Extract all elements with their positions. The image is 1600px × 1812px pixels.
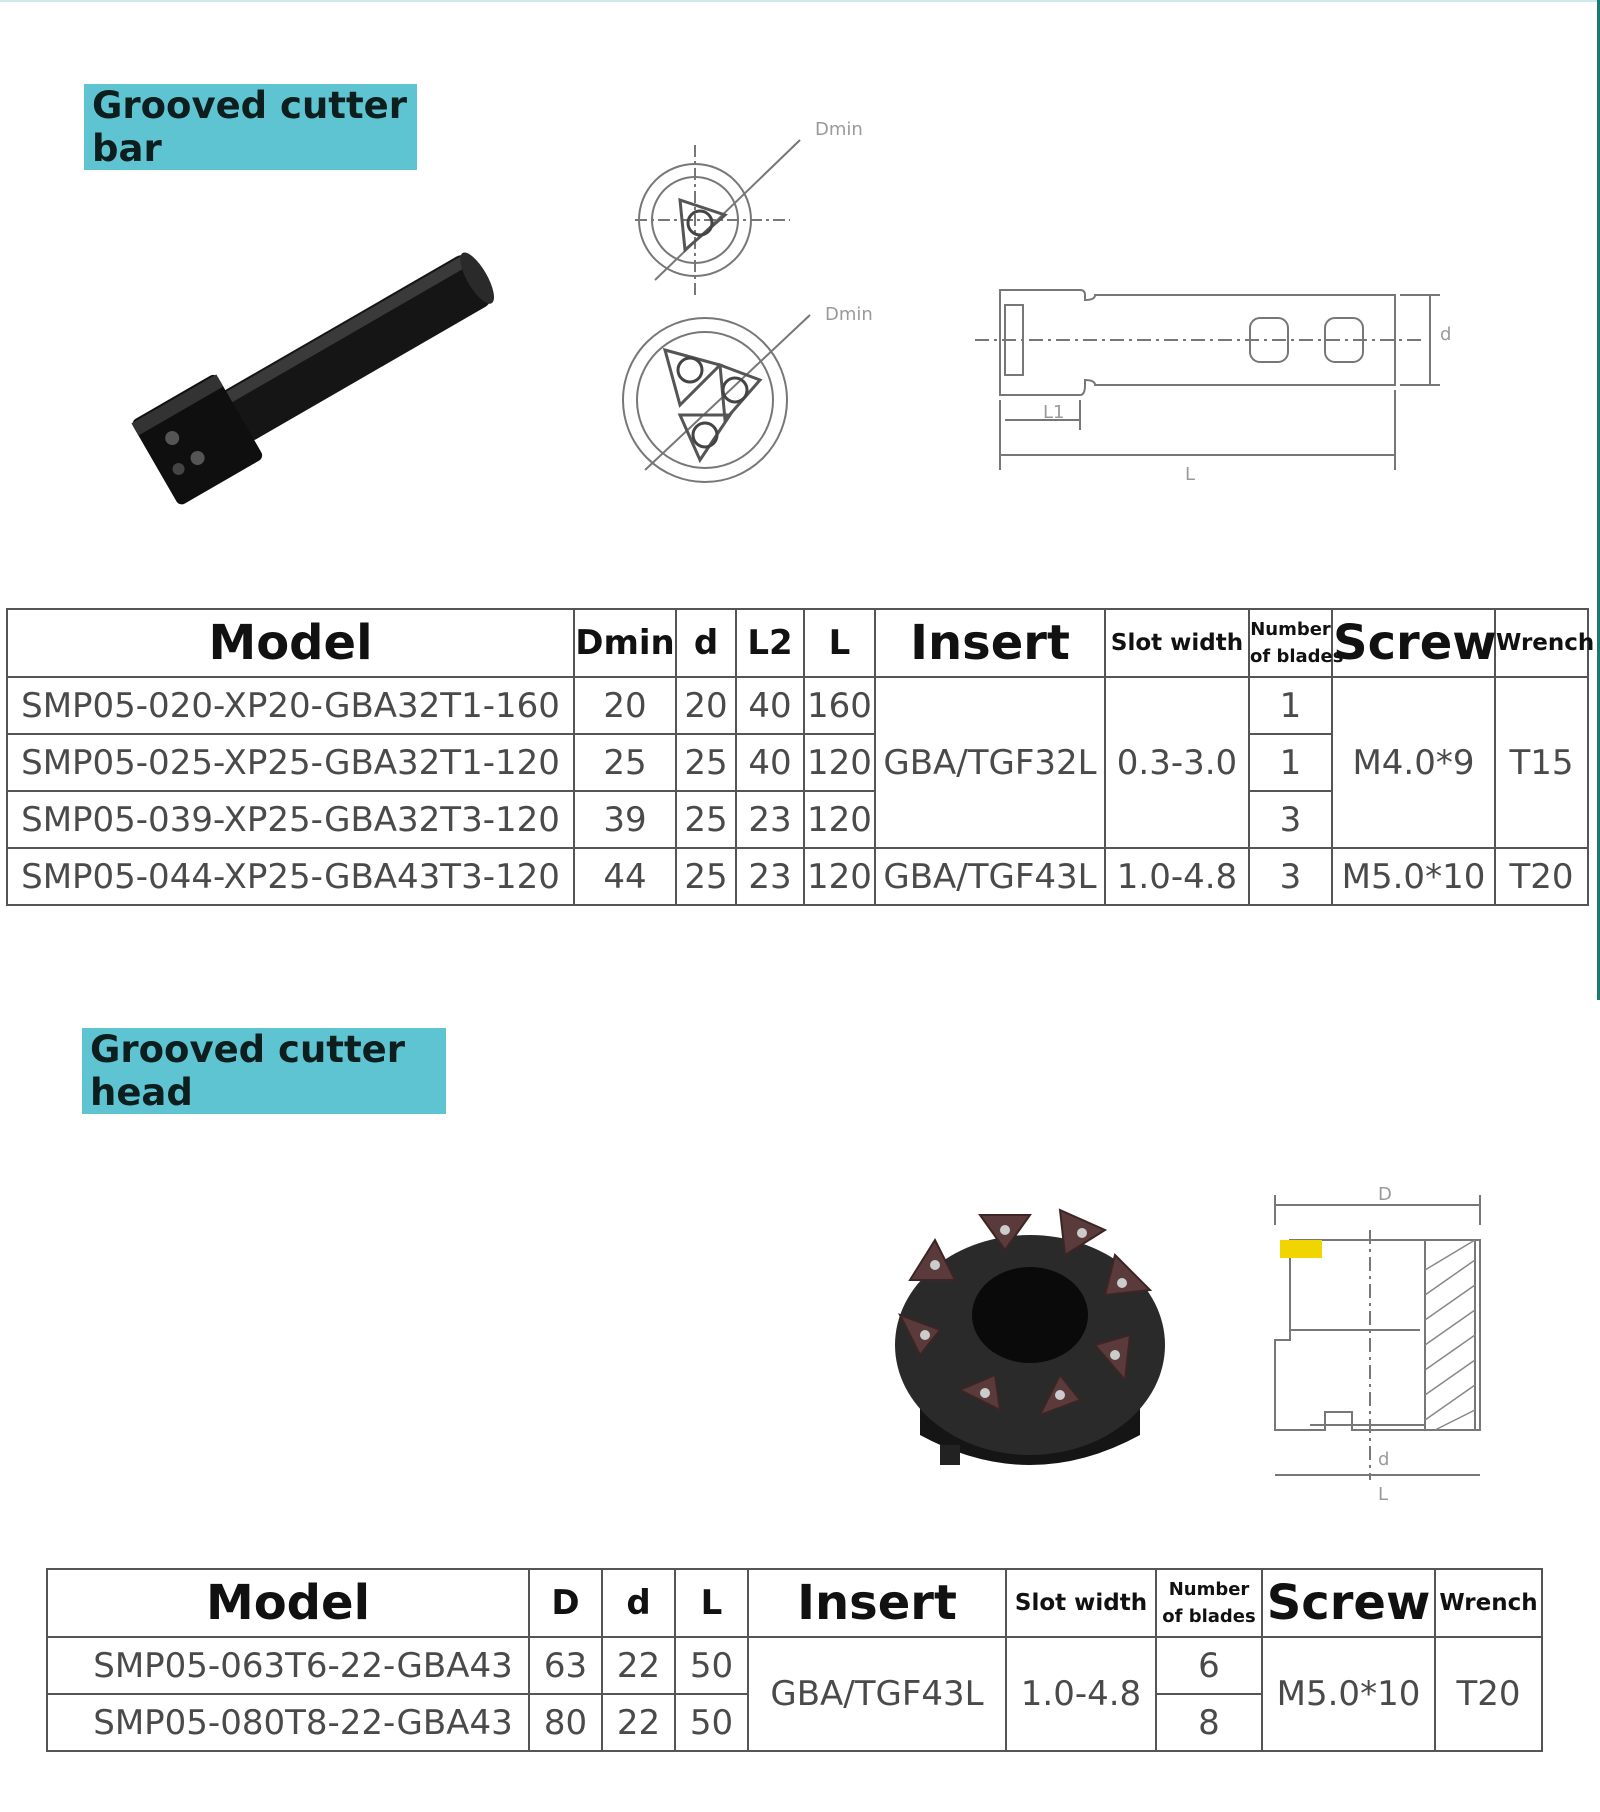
screw-cell: M5.0*10: [1262, 1637, 1435, 1751]
slot-width-cell-group1: 0.3-3.0: [1105, 677, 1249, 848]
header-l: L: [804, 609, 875, 677]
header-d: d: [676, 609, 736, 677]
side-view-drawing-head: [1270, 1180, 1500, 1510]
header-model: Model: [47, 1569, 529, 1637]
L-label-head: L: [1378, 1484, 1389, 1505]
table-row: SMP05-025-XP25-GBA32T1-120 25 25 40 120 1: [7, 734, 1588, 791]
wrench-cell-group1: T15: [1495, 677, 1588, 848]
cutter-head-spec-table: [46, 1568, 1543, 1752]
d-label-bar: d: [1440, 324, 1452, 345]
side-view-drawing-bar: [970, 270, 1490, 490]
section-title-cutter-bar: Grooved cutter bar: [84, 84, 417, 170]
header-slot-width: Slot width: [1006, 1569, 1156, 1637]
header-model: Model: [7, 609, 574, 677]
header-number-of-blades: Number of blades: [1249, 609, 1332, 677]
header-insert: Insert: [875, 609, 1105, 677]
table-row: SMP05-080T8-22-GBA43 80 22 50 8: [47, 1694, 1542, 1751]
slot-width-cell: 1.0-4.8: [1006, 1637, 1156, 1751]
header-l2: L2: [736, 609, 804, 677]
insert-cell-group2: GBA/TGF43L: [875, 848, 1105, 905]
header-screw: Screw: [1332, 609, 1495, 677]
dmin-label-bottom: Dmin: [825, 304, 873, 325]
table-row: SMP05-063T6-22-GBA43 63 22 50 GBA/TGF43L 1.0-4.8 6 M5.0*10 T20: [47, 1637, 1542, 1694]
l-label-bar: L: [1185, 464, 1196, 485]
section-title-cutter-head: Grooved cutter head: [82, 1028, 446, 1114]
header-wrench: Wrench: [1435, 1569, 1542, 1637]
cutter-head-photo: [860, 1195, 1200, 1495]
header-screw: Screw: [1262, 1569, 1435, 1637]
D-label-head: D: [1378, 1184, 1392, 1205]
insert-cell: GBA/TGF43L: [748, 1637, 1006, 1751]
screw-cell-group1: M4.0*9: [1332, 677, 1495, 848]
table-row: SMP05-020-XP20-GBA32T1-160 20 20 40 160 GBA/TGF32L 0.3-3.0 1 M4.0*9 T15: [7, 677, 1588, 734]
dmin-label-top: Dmin: [815, 119, 863, 140]
header-insert: Insert: [748, 1569, 1006, 1637]
slot-width-cell-group2: 1.0-4.8: [1105, 848, 1249, 905]
wrench-cell: T20: [1435, 1637, 1542, 1751]
table-row: SMP05-044-XP25-GBA43T3-120 44 25 23 120 GBA/TGF43L 1.0-4.8 3 M5.0*10 T20: [7, 848, 1588, 905]
d-label-head: d: [1378, 1449, 1390, 1470]
table-header-row: [47, 1569, 1542, 1637]
header-dmin: Dmin: [574, 609, 676, 677]
header-d: d: [602, 1569, 675, 1637]
l1-label: L1: [1043, 402, 1065, 423]
header-L: L: [675, 1569, 748, 1637]
header-slot-width: Slot width: [1105, 609, 1249, 677]
cutter-bar-photo: [110, 245, 520, 495]
table-header-row: [7, 609, 1588, 677]
end-view-diagram-single: [625, 105, 885, 315]
wrench-cell-group2: T20: [1495, 848, 1588, 905]
header-D: D: [529, 1569, 602, 1637]
header-number-of-blades: Number of blades: [1156, 1569, 1262, 1637]
table-row: SMP05-039-XP25-GBA32T3-120 39 25 23 120 3: [7, 791, 1588, 848]
screw-cell-group2: M5.0*10: [1332, 848, 1495, 905]
insert-cell-group1: GBA/TGF32L: [875, 677, 1105, 848]
cutter-bar-spec-table: [6, 608, 1595, 906]
end-view-diagram-triple: [625, 295, 885, 495]
header-wrench: Wrench: [1495, 609, 1588, 677]
top-divider: [0, 0, 1600, 2]
